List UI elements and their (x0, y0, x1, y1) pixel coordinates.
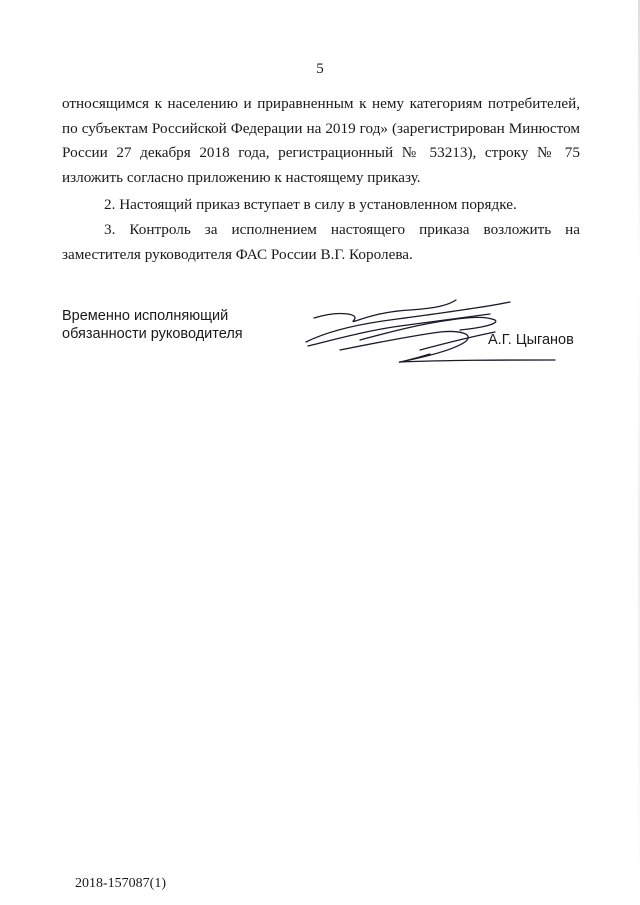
paragraph-1-line: России 27 декабря 2018 года, регистрационный № 53213), строку № 75 (62, 144, 580, 161)
signer-title-line-1: Временно исполняющий (62, 308, 229, 324)
paragraph-3-line: 3. Контроль за исполнением настоящего приказа возложить на (104, 221, 580, 238)
signer-title (62, 307, 243, 343)
page-number: 5 (316, 61, 324, 77)
paragraph-3-line: заместителя руководителя ФАС России В.Г. Королева. (62, 245, 413, 263)
paragraph-2-line: 2. Настоящий приказ вступает в силу в установленном порядке. (104, 196, 517, 213)
paragraph-1-line: относящимся к населению и приравненным к нему категориям потребителей, (62, 95, 580, 112)
document-number: 2018-157087(1) (75, 876, 166, 891)
paragraph-1-line: изложить согласно приложению к настоящему приказу. (62, 168, 421, 186)
signer-title-line-2: обязанности руководителя (62, 326, 243, 342)
handwritten-signature (300, 290, 560, 370)
signer-name: А.Г. Цыганов (488, 332, 574, 348)
paragraph-1 (62, 92, 580, 190)
paragraph-1-line: по субъектам Российской Федерации на 2019 год» (зарегистрирован Минюстом (62, 119, 580, 137)
paragraph-3 (62, 218, 580, 267)
paragraph-2 (62, 193, 580, 218)
